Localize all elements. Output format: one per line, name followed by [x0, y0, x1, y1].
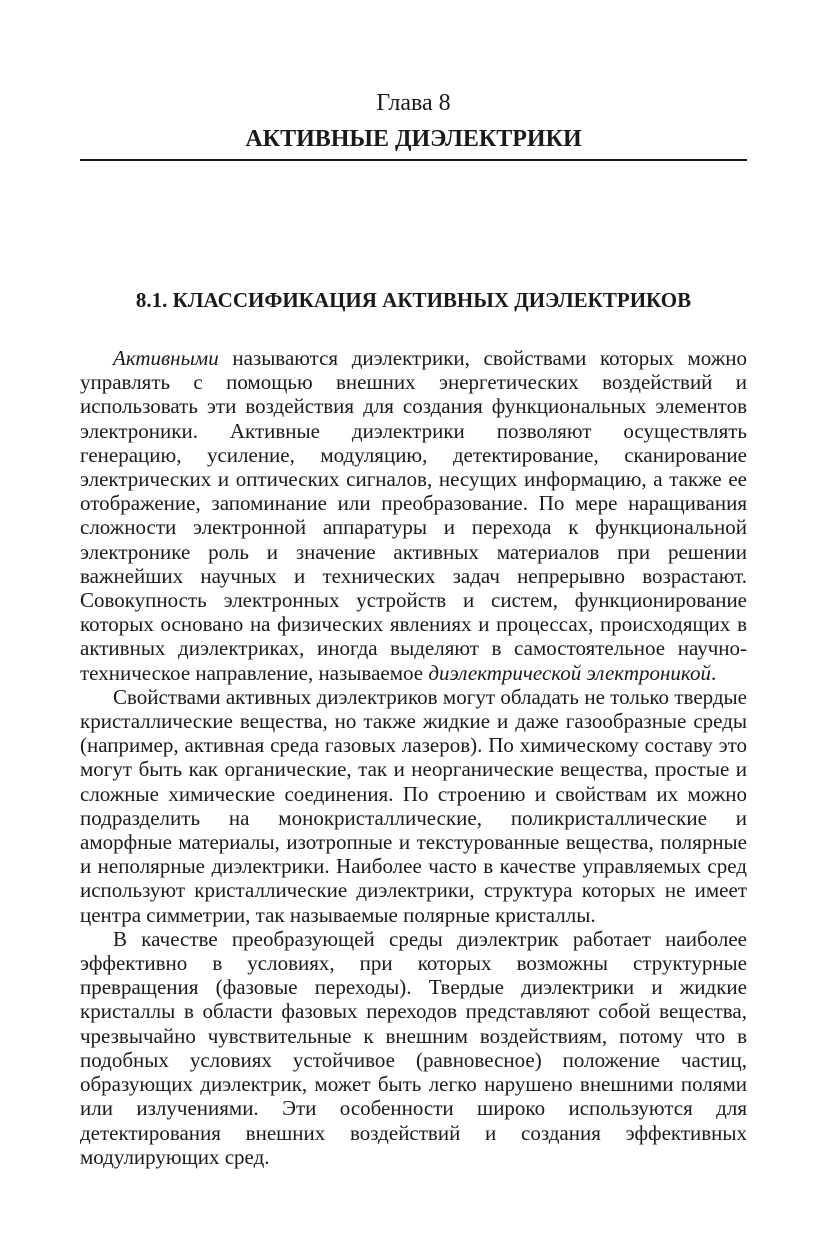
body-text	[80, 346, 747, 1169]
paragraph-1	[80, 346, 747, 685]
paragraph-3: В качестве преобразующей среды диэлектрик работает наиболее эффективно в условиях, при которых возможны структурные превращения (фазовые переходы). Твердые диэлектрики и жидкие кристаллы в области фазовых переходов представляют собой вещества, чрезвычайно чувствительные к внешним воздействиям, потому что в подобных условиях устойчивое (равновесное) положение частиц, образующих диэлектрик, может быть легко нарушено внешними полями или излучениями. Эти особенности широко используются для детектирования внешних воздействий и создания эффективных модулирующих сред.	[80, 926, 747, 1169]
paragraph-1-end: .	[710, 660, 717, 685]
chapter-divider	[80, 159, 747, 161]
term-dielectric-electronics: диэлектрической электроникой	[428, 660, 711, 685]
term-active: Активными	[113, 346, 219, 370]
paragraph-2: Свойствами активных диэлектриков могут обладать не только твердые кристаллические вещества, но также жидкие и даже газообразные среды (например, активная среда газовых лазеров). По химическому составу это могут быть как органические, так и неорганические вещества, простые и сложные химические соединения. По строению и свойствам их можно подразделить на монокристаллические, поликристаллические и аморфные материалы, изотропные и текстурованные вещества, полярные и неполярные диэлектрики. Наиболее часто в качестве управляемых сред используют кристаллические диэлектрики, структура которых не имеет центра симметрии, так называемые полярные кристаллы.	[80, 684, 747, 927]
chapter-label: Глава 8	[376, 90, 451, 116]
paragraph-1-text: называются диэлектрики, свойствами которых можно управлять с помощью внешних энергетических воздействий и использовать эти воздействия для создания функциональных элементов электроники. Активные диэлектрики позволяют осуществлять генерацию, усиление, модуляцию, детектирование, сканирование электрических и оптических сигналов, несущих информацию, а также ее отображение, запоминание или преобразование. По мере наращивания сложности электронной аппаратуры и перехода к функциональной электронике роль и значение активных материалов при решении важнейших научных и технических задач непрерывно возрастают. Совокупность электронных устройств и систем, функционирование которых основано на физических явлениях и процессах, происходящих в активных диэлектриках, иногда выделяют в самостоятельное научно-техническое направление, называемое	[80, 346, 747, 685]
chapter-title: АКТИВНЫЕ ДИЭЛЕКТРИКИ	[245, 126, 582, 152]
section-heading: 8.1. КЛАССИФИКАЦИЯ АКТИВНЫХ ДИЭЛЕКТРИКОВ	[135, 288, 692, 312]
